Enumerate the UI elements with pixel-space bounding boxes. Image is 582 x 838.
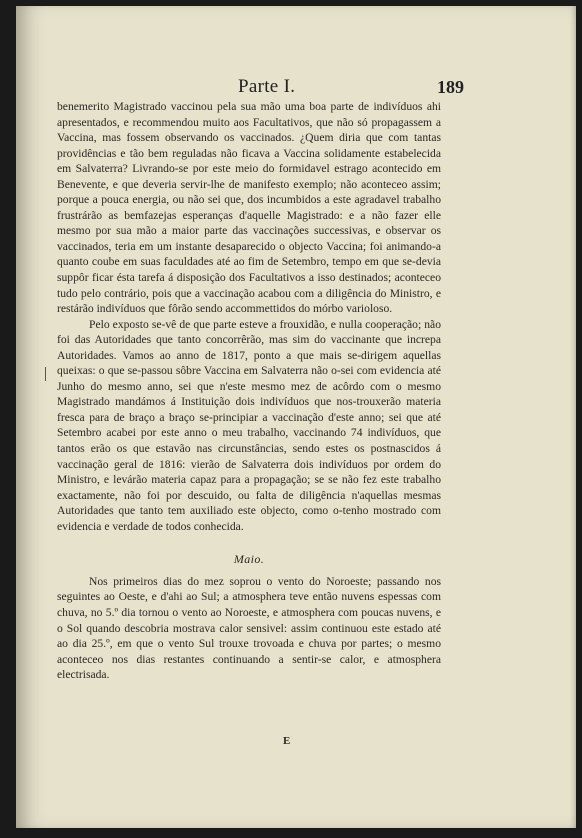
page-number: 189 <box>437 77 464 97</box>
margin-mark <box>45 367 46 381</box>
page-body <box>57 99 441 683</box>
paragraph: Pelo exposto se-vê de que parte esteve a frouxidão, e nulla cooperação; não foi das Autoridades que tanto concorrêrão, mas sim do vaccinante que increpa Autoridades. Vamos ao anno de 1817, ponto a que mais se-dirigem aquellas queixas: o que se-passou sôbre Vaccina em Salvaterra não o-sei com evidencia até Junho do mesmo anno, sei que n'este mesmo mez de acôrdo com o mesmo Magistrado mandámos á Instituição dois indivíduos que nos-trouxerão materia fresca para de braço a braço se-principiar a vaccinação d'este anno; sei que até Setembro acabei por este anno o meu trabalho, vaccinando 74 indivíduos, que tantos erão os que estavão nas circunstâncias, sendo estes os postnascidos á vaccinação geral de 1816: vierão de Salvaterra dois indivíduos por ordem do Ministro, e levárão materia capaz para a propagação; se se não fez este trabalho exactamente, não foi por descuido, ou falta de diligência n'aquellas mesmas Autoridades que tanto tem auxiliado este objecto, como o-tenho mostrado com evidencia e verdade de todos conhecida. <box>57 317 441 533</box>
section-paragraph: Nos primeiros dias do mez soprou o vento do Noroeste; passando nos seguintes ao Oeste, e d'ahi ao Sul; a atmosphera teve então nuvens espessas com chuva, no 5.º dia tornou o vento ao Noroeste, e atmosphera com poucas nuvens, e o Sol quando descobria mostrava calor sensivel: assim continuou este estado até ao dia 25.º, em que o vento Sul trouxe trovoada e chuva por partes; o mesmo aconteceo nos dias restantes continuando a sentir-se calor, e atmosphera electrisada. <box>57 574 441 682</box>
running-title: Parte I. <box>238 76 296 97</box>
page-header <box>16 76 576 98</box>
section-heading: Maio. <box>233 552 265 567</box>
signature-mark: E <box>283 735 291 747</box>
paragraph-continued: benemerito Magistrado vaccinou pela sua mão uma boa parte de indivíduos ahi apresentados, e recommendou muito aos Facultativos, que não só propagassem a Vaccina, mas fossem observando os vaccinados. ¿Quem diria que com tantas providências e tão bem reguladas não ficava a Vaccina solidamente estabelecida em Salvaterra? Livrando-se por este meio do formidavel estrago acontecido em Benevente, e que deveria servir-lhe de manifesto exemplo; não aconteceo assim; porque a pouca energia, ou não sei que, dos incumbidos a este agradavel trabalho frustrárão as bemfazejas esperanças d'aquelle Magistrado: e a não fazer elle mesmo por sua mão a maior parte das vaccinações successivas, e observar os vaccinados, teria em um instante desaparecido o objecto Vaccina; foi animando-a quanto coube em suas faculdades até ao fim de Setembro, tempo em que se-devia suppôr ficar ésta tarefa á disposição dos Facultativos a isso destinados; aconteceo tudo pelo contrário, pois que a vaccinação acabou com a diligência do Ministro, e restárão indivíduos que fôrão sendo accommettidos do mórbo varioloso. <box>57 100 441 316</box>
